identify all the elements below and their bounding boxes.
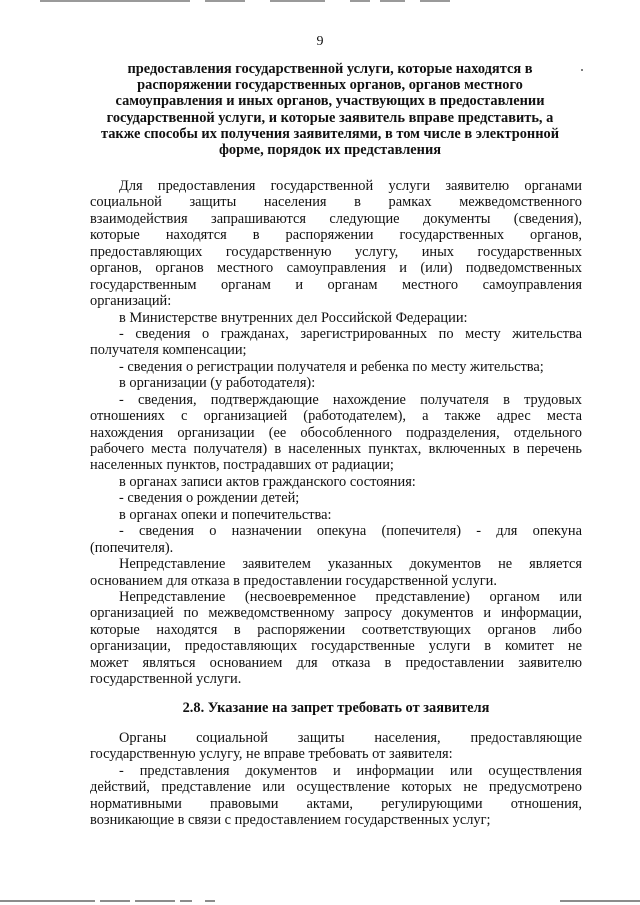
text-line: (попечителя). — [90, 539, 174, 556]
text-line: в органах записи актов гражданского состояния: — [119, 473, 416, 490]
text-line: может являться основанием для отказа в предоставлении заявителю — [90, 654, 582, 671]
text-line: действий, представление или осуществление которых не предусмотрено — [90, 779, 582, 796]
spacer — [90, 688, 582, 700]
text-line: - сведения, подтверждающие нахождение получателя в трудовых — [119, 391, 582, 408]
heading-line: форме, порядок их представления — [218, 142, 442, 159]
text-line: предоставляющих государственную услугу, иных государственных — [90, 243, 582, 260]
text-line: которые находятся в распоряжении государственных органов, — [90, 227, 582, 244]
scan-edge-top — [0, 0, 640, 3]
text-line: - сведения о гражданах, зарегистрированных по месту жительства — [119, 325, 582, 342]
text-line: Непредставление заявителем указанных документов не является — [119, 556, 582, 573]
text-line: - сведения о назначении опекуна (попечителя) - для опекуна — [119, 523, 582, 540]
text-line: органов, органов местного самоуправления и (или) подведомственных — [90, 260, 582, 277]
text-line: социальной защиты населения в рамках межведомственного — [90, 194, 582, 211]
text-line: получателя компенсации; — [90, 342, 247, 359]
heading-line: предоставления государственной услуги, которые находятся в — [127, 61, 533, 77]
text-line: в Министерстве внутренних дел Российской Федерации: — [119, 309, 468, 326]
text-line: государственную услугу, не вправе требовать от заявителя: — [90, 746, 453, 763]
heading-line: распоряжении государственных органов, органов местного — [137, 77, 523, 94]
text-line: государственной услуги. — [90, 671, 242, 688]
text-line: нахождения организации (ее обособленного подразделения, отдельного — [90, 424, 582, 441]
heading-line: самоуправления и иных органов, участвующих в предоставлении — [115, 93, 545, 110]
heading-line: также способы их получения заявителями, в том числе в электронной — [100, 125, 559, 142]
scan-speck — [581, 69, 583, 71]
spacer — [90, 716, 582, 730]
page-number: 9 — [316, 34, 324, 49]
text-line: - сведения о регистрации получателя и ребенка по месту жительства; — [119, 358, 544, 375]
scan-edge-bottom — [0, 900, 640, 903]
text-line: взаимодействия запрашиваются следующие документы (сведения), — [90, 210, 582, 227]
text-line: организаций: — [90, 293, 172, 310]
text-line: населенных пунктов, пострадавших от радиации; — [90, 457, 394, 474]
text-line: основанием для отказа в предоставлении государственной услуги. — [90, 572, 497, 589]
heading-line: государственной услуги, и которые заявитель вправе представить, а — [106, 109, 554, 126]
text-line: отношениях с организацией (работодателем), а также адрес места — [90, 408, 582, 425]
document-body — [90, 178, 582, 829]
text-line: - сведения о рождении детей; — [119, 490, 300, 507]
text-line: которые находятся в распоряжении соответствующих органов либо — [90, 621, 582, 638]
text-line: возникающие в связи с предоставлением государственных услуг; — [90, 812, 491, 829]
text-line: Органы социальной защиты населения, предоставляющие — [119, 730, 582, 746]
text-line: в организации (у работодателя): — [119, 375, 316, 392]
text-line: в органах опеки и попечительства: — [119, 506, 332, 523]
text-line: государственным органам и органам местного самоуправления — [90, 276, 582, 293]
text-line: организацией по межведомственному запросу документов и информации, — [90, 605, 582, 622]
section-title: 2.8. Указание на запрет требовать от заявителя — [182, 699, 490, 716]
text-line: организации, предоставляющих государственные услуги в комитет не — [90, 638, 582, 655]
text-line: Непредставление (несвоевременное представление) органом или — [119, 588, 582, 605]
section-heading — [100, 61, 560, 158]
text-line: нормативными правовыми актами, регулирующими отношения, — [90, 795, 582, 812]
text-line: Для предоставления государственной услуги заявителю органами — [119, 178, 582, 194]
text-line: рабочего места получателя) в населенных пунктах, включенных в перечень — [90, 441, 582, 457]
text-line: - представления документов и информации или осуществления — [119, 762, 582, 779]
